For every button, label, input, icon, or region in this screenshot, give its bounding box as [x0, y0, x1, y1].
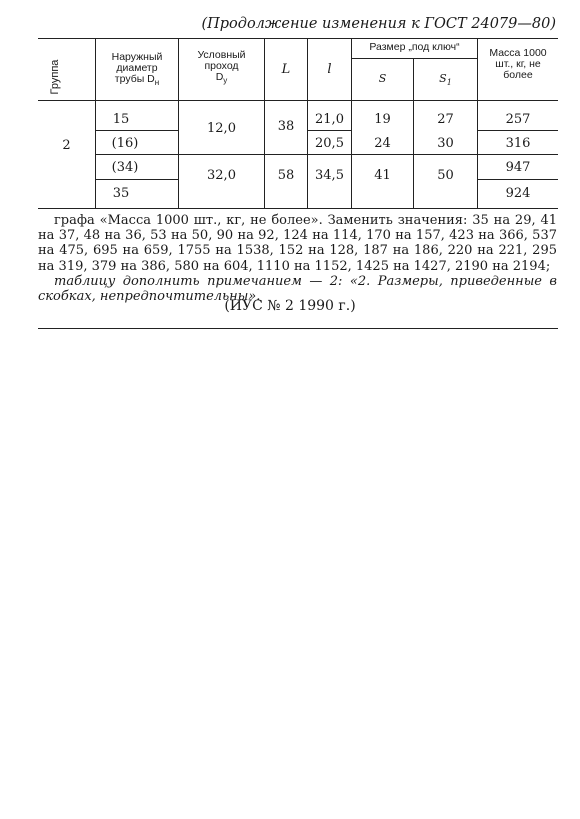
S-header: S — [378, 72, 387, 85]
row-sep-3 — [96, 179, 178, 180]
block1-L: 38 — [277, 119, 295, 134]
row-sep-1c — [478, 130, 558, 131]
block2-dy: 32,0 — [207, 168, 236, 183]
table-bottom-rule — [38, 208, 558, 209]
block2-S: 41 — [374, 168, 391, 183]
table-row-dn: (16) — [111, 136, 139, 151]
group-value: 2 — [62, 138, 71, 153]
table-row-mass: 257 — [505, 112, 531, 127]
group-header: Группа — [49, 59, 61, 95]
L-header: L — [281, 62, 291, 77]
mass-header: Масса 1000 шт., кг, не более — [489, 47, 547, 81]
block2-L: 58 — [277, 168, 295, 183]
block1-S-top: 19 — [374, 112, 391, 127]
row-sep-3b — [478, 179, 558, 180]
ius-citation: (ИУС № 2 1990 г.) — [224, 298, 356, 314]
block1-l-bottom: 20,5 — [315, 136, 344, 151]
block1-dy: 12,0 — [207, 121, 236, 136]
row-sep-1 — [96, 130, 178, 131]
S1-header: $S_1$ — [439, 72, 452, 88]
table-row-dn: 15 — [112, 112, 130, 127]
bottom-rule — [38, 328, 558, 329]
note-quote: «2. Размеры, приведенные в скобках, непредпочтительны». — [38, 274, 558, 305]
wrench-size-header: Размер „под ключ“ — [369, 41, 460, 53]
block1-S-bottom: 24 — [374, 136, 391, 151]
table-row-mass: 316 — [505, 136, 531, 151]
row-sep-2 — [96, 154, 558, 155]
table-top-rule — [38, 38, 558, 39]
table-row-dn: 35 — [112, 186, 130, 201]
note-prefix: таблицу дополнить примечанием — 2: — [54, 274, 343, 289]
wrench-size-subheader-rule — [351, 58, 477, 59]
row-sep-1b — [308, 130, 351, 131]
table-row-mass: 924 — [505, 186, 531, 201]
block1-S1-top: 27 — [437, 112, 454, 127]
block2-S1: 50 — [437, 168, 454, 183]
nominal-bore-header: Условный проход $D_у$ — [197, 49, 246, 86]
table-row-mass: 947 — [505, 160, 531, 175]
table-header-bottom-rule — [38, 100, 558, 101]
block2-l: 34,5 — [315, 168, 344, 183]
table-row-dn: (34) — [111, 160, 139, 175]
block1-S1-bottom: 30 — [437, 136, 454, 151]
block1-l-top: 21,0 — [315, 112, 344, 127]
continuation-header: (Продолжение изменения к ГОСТ 24079—80) — [201, 16, 556, 32]
l-header: l — [327, 62, 332, 77]
outer-diameter-header: Наружный диаметр трубы $D_н$ — [111, 51, 163, 88]
replacement-paragraph: графа «Масса 1000 шт., кг, не более». Заменить значения: 35 на 29, 41 на 37, 48 на 36, 53 на 50, 90 на 92, 124 на 114, 170 на 157, 423 на 366, 537 на 475, 695 на 659, 1755 на 1538, 152 на 128, 187 на 186, 220 на 221, 295 на 319, 379 на 386, 580 на 604, 1110 на 1152, 1425 на 1427, 2190 на 2194; — [38, 213, 557, 274]
